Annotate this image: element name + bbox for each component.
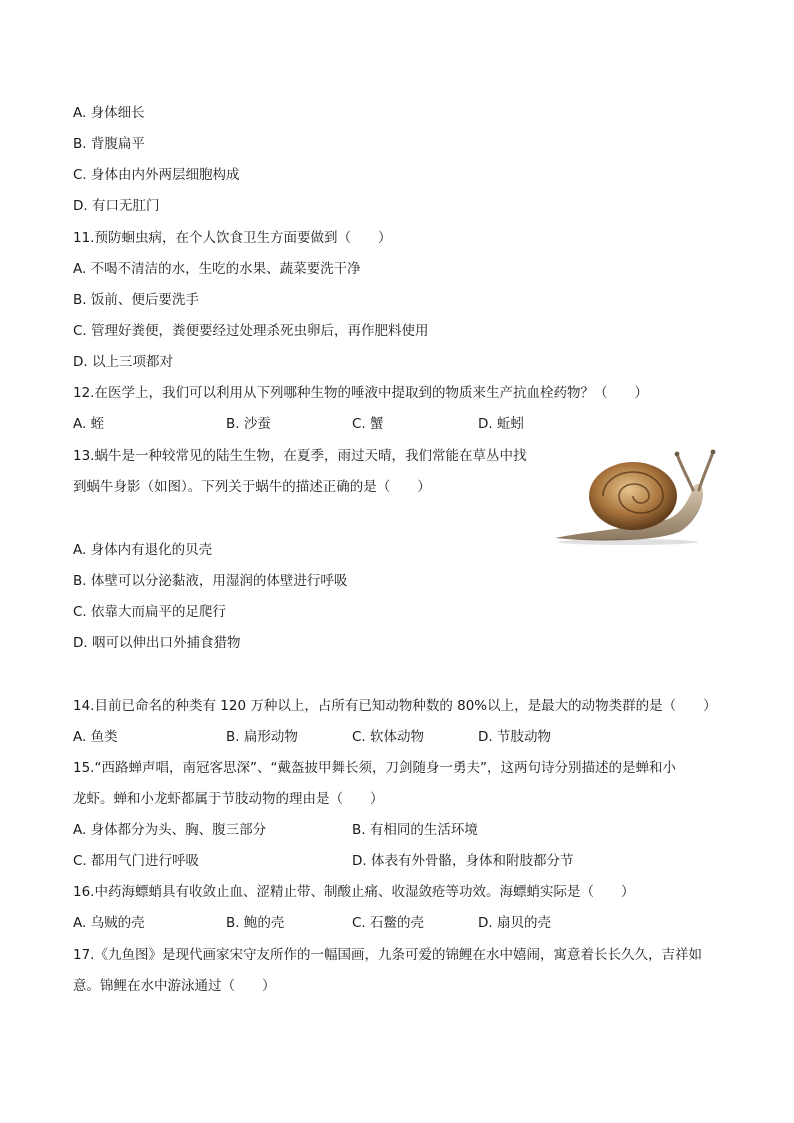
- q10-option-c: C. 身体由内外两层细胞构成: [73, 167, 240, 183]
- q13-option-b: B. 体壁可以分泌黏液，用湿润的体壁进行呼吸: [73, 573, 348, 589]
- q13-option-c: C. 依靠大而扁平的足爬行: [73, 604, 227, 620]
- q16-stem: 16.中药海螵蛸具有收敛止血、涩精止带、制酸止痛、收湿敛疮等功效。海螵蛸实际是（ ）: [73, 884, 635, 900]
- q14-option-c: C. 软体动物: [352, 729, 425, 745]
- q15-stem-line1: 15.“西路蝉声唱，南冠客思深”、“戴盔披甲舞长须，刀剑随身一勇夫”，这两句诗分别描述的是蝉和小: [73, 760, 676, 776]
- q11-option-a: A. 不喝不清洁的水，生吃的水果、蔬菜要洗干净: [73, 261, 361, 277]
- q13-stem-line2: 到蜗牛身影（如图）。下列关于蜗牛的描述正确的是（ ）: [73, 479, 431, 495]
- q17-stem-line1: 17.《九鱼图》是现代画家宋守友所作的一幅国画，九条可爱的锦鲤在水中嬉闹，寓意着长长久久，吉祥如: [73, 947, 702, 963]
- q16-option-b: B. 鲍的壳: [226, 915, 285, 931]
- q12-option-b: B. 沙蚕: [226, 416, 271, 432]
- q10-option-a: A. 身体细长: [73, 105, 145, 121]
- q14-stem: 14.目前已命名的种类有 120 万种以上，占所有已知动物种数的 80%以上，是最大的动物类群的是（ ）: [73, 698, 717, 714]
- q15-option-b: B. 有相同的生活环境: [352, 822, 478, 838]
- q12-option-a: A. 蛭: [73, 416, 105, 432]
- q14-option-d: D. 节肢动物: [478, 729, 551, 745]
- q14-option-a: A. 鱼类: [73, 729, 118, 745]
- q12-option-d: D. 蚯蚓: [478, 416, 524, 432]
- q10-option-d: D. 有口无肛门: [73, 198, 160, 214]
- q12-option-c: C. 蟹: [352, 416, 384, 432]
- snail-image: [553, 446, 723, 546]
- q11-option-d: D. 以上三项都对: [73, 354, 173, 370]
- q15-option-d: D. 体表有外骨骼，身体和附肢都分节: [352, 853, 574, 869]
- q13-stem-line1: 13.蜗牛是一种较常见的陆生生物，在夏季，雨过天晴，我们常能在草丛中找: [73, 448, 527, 464]
- q13-option-a: A. 身体内有退化的贝壳: [73, 542, 213, 558]
- q15-stem-line2: 龙虾。蝉和小龙虾都属于节肢动物的理由是（ ）: [73, 791, 384, 807]
- q14-option-b: B. 扁形动物: [226, 729, 298, 745]
- q17-stem-line2: 意。锦鲤在水中游泳通过（ ）: [73, 978, 276, 994]
- q16-option-a: A. 乌贼的壳: [73, 915, 145, 931]
- q15-option-c: C. 都用气门进行呼吸: [73, 853, 200, 869]
- q11-option-b: B. 饭前、便后要洗手: [73, 292, 199, 308]
- q13-option-d: D. 咽可以伸出口外捕食猎物: [73, 635, 241, 651]
- q11-stem: 11.预防蛔虫病，在个人饮食卫生方面要做到（ ）: [73, 230, 392, 246]
- q15-option-a: A. 身体都分为头、胸、腹三部分: [73, 822, 267, 838]
- q11-option-c: C. 管理好粪便，粪便要经过处理杀死虫卵后，再作肥料使用: [73, 323, 429, 339]
- q16-option-d: D. 扇贝的壳: [478, 915, 551, 931]
- q12-stem: 12.在医学上，我们可以利用从下列哪种生物的唾液中提取到的物质来生产抗血栓药物？（ ）: [73, 385, 648, 401]
- q10-option-b: B. 背腹扁平: [73, 136, 145, 152]
- q16-option-c: C. 石鳖的壳: [352, 915, 425, 931]
